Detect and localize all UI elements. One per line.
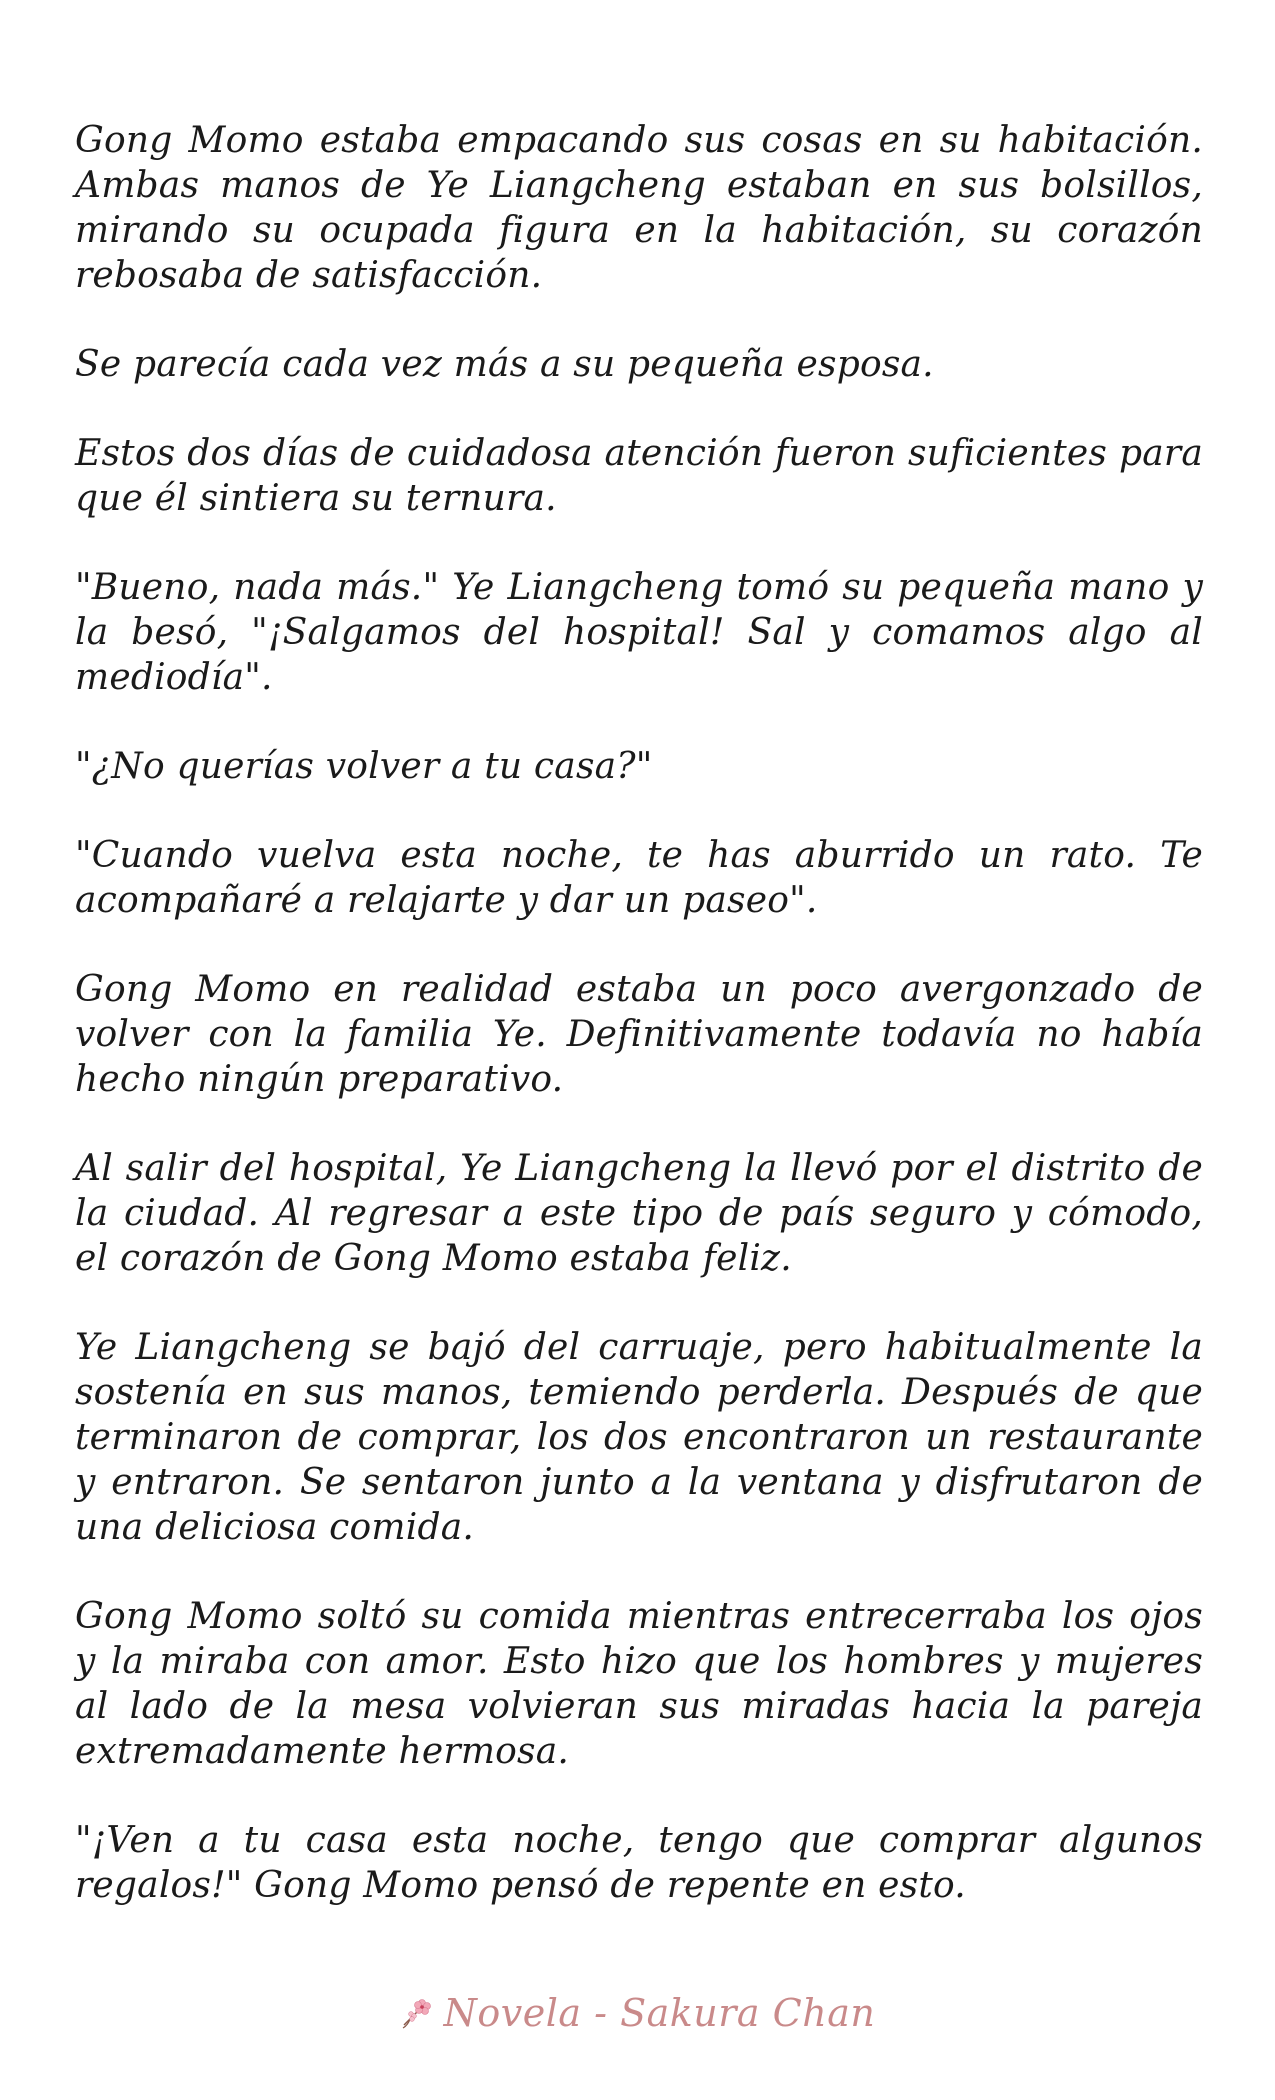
- paragraph: "Bueno, nada más." Ye Liangcheng tomó su pequeña mano y la besó, "¡Salgamos del hospital! Sal y comamos algo al mediodía".: [75, 567, 1203, 698]
- paragraph: Gong Momo estaba empacando sus cosas en su habitación. Ambas manos de Ye Liangcheng estaban en sus bolsillos, mirando su ocupada figura en la habitación, su corazón rebosaba de satisfacción.: [75, 120, 1203, 296]
- paragraph: "¿No querías volver a tu casa?": [75, 746, 653, 787]
- footer-watermark: [0, 1988, 1275, 2038]
- paragraph: "Cuando vuelva esta noche, te has aburrido un rato. Te acompañaré a relajarte y dar un paseo".: [75, 835, 1203, 921]
- paragraph: "¡Ven a tu casa esta noche, tengo que comprar algunos regalos!" Gong Momo pensó de repente en esto.: [75, 1820, 1203, 1906]
- watermark-text: Novela - Sakura Chan: [443, 1991, 876, 2035]
- paragraph: Ye Liangcheng se bajó del carruaje, pero habitualmente la sostenía en sus manos, temiendo perderla. Después de que terminaron de comprar, los dos encontraron un restaurante y entraron. Se sentaron junto a la ventana y disfrutaron de una deliciosa comida.: [75, 1327, 1203, 1548]
- paragraph: Gong Momo en realidad estaba un poco avergonzado de volver con la familia Ye. Definitivamente todavía no había hecho ningún preparativo.: [75, 969, 1203, 1100]
- document-body: [75, 118, 1203, 1952]
- paragraph: Estos dos días de cuidadosa atención fueron suficientes para que él sintiera su ternura.: [75, 433, 1203, 519]
- paragraph: Al salir del hospital, Ye Liangcheng la llevó por el distrito de la ciudad. Al regresar a este tipo de país seguro y cómodo, el corazón de Gong Momo estaba feliz.: [75, 1148, 1203, 1279]
- paragraph: Se parecía cada vez más a su pequeña esposa.: [75, 344, 934, 385]
- cherry-blossom-icon: [400, 1995, 436, 2031]
- paragraph: Gong Momo soltó su comida mientras entrecerraba los ojos y la miraba con amor. Esto hizo que los hombres y mujeres al lado de la mesa volvieran sus miradas hacia la pareja extremadamente hermosa.: [75, 1596, 1203, 1772]
